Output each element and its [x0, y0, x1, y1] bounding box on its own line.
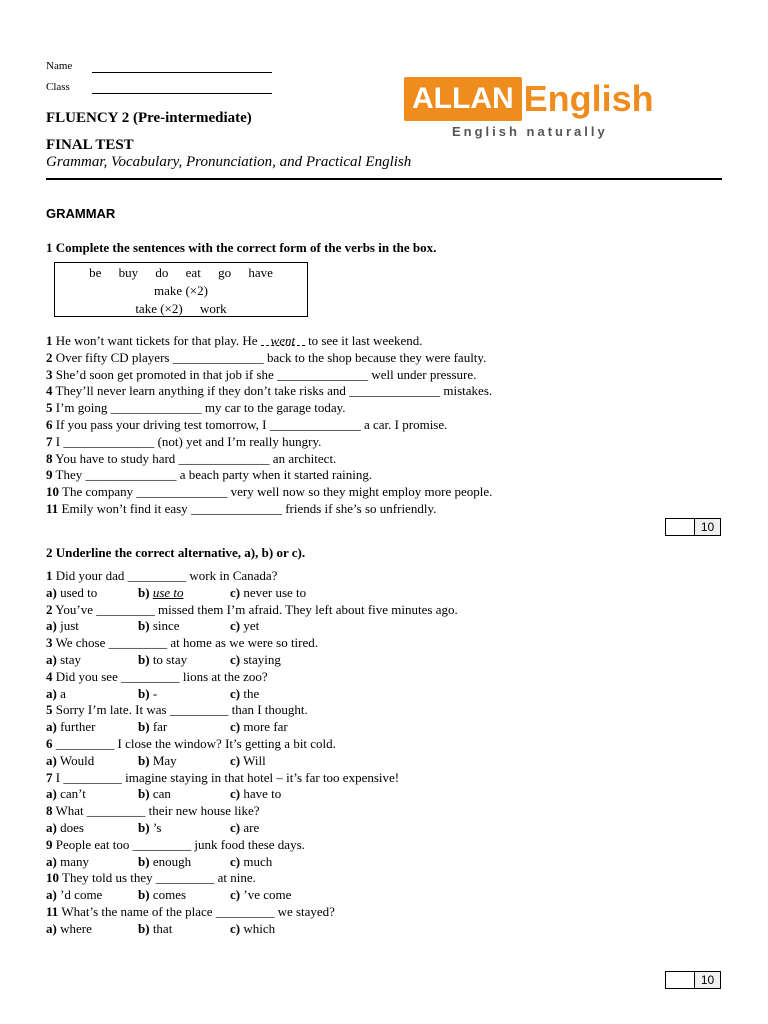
answer-blank[interactable]: went — [261, 333, 305, 346]
item-text-before: He won’t want tickets for that play. He — [55, 333, 258, 348]
option-a[interactable] — [46, 719, 138, 736]
verb-word: be — [89, 265, 102, 280]
answer-blank[interactable]: ______________ — [349, 383, 441, 399]
section-heading: GRAMMAR — [46, 206, 116, 221]
option-text: enough — [152, 853, 192, 869]
verb-word: take (×2) — [135, 301, 183, 316]
verb-word: work — [199, 301, 227, 316]
answer-blank[interactable]: _________ — [108, 635, 168, 651]
answer-blank[interactable]: ______________ — [85, 467, 177, 483]
item-number: 7 — [46, 769, 53, 785]
item-text-after: a beach party when it started raining. — [179, 467, 373, 483]
item-number: 6 — [46, 416, 53, 432]
item-text-before: You have to study hard — [55, 450, 176, 466]
item-text-before: They told us they — [62, 870, 153, 886]
option-c[interactable] — [230, 820, 259, 837]
item-text-after: lions at the zoo? — [182, 668, 268, 684]
exercise1-item — [46, 417, 736, 434]
logo-box-text: ALLAN — [404, 77, 522, 121]
exercise1-item — [46, 333, 736, 350]
verb-box — [54, 262, 308, 317]
item-text-after: we stayed? — [277, 903, 335, 919]
option-letter: b) — [138, 719, 150, 735]
exercise2-options — [46, 887, 736, 904]
option-a[interactable] — [46, 854, 138, 871]
option-text: Would — [59, 752, 95, 768]
option-letter: c) — [230, 887, 241, 903]
exercise2-options — [46, 618, 736, 635]
exercise1-item — [46, 383, 736, 400]
exercise2-question — [46, 770, 736, 787]
exercise1-instruction: 1 Complete the sentences with the correct form of the verbs in the box. — [46, 240, 437, 255]
item-text-before: Sorry I’m late. It was — [55, 702, 167, 718]
option-text: ’s — [152, 819, 162, 835]
exercise2-question — [46, 568, 736, 585]
option-text: further — [60, 719, 96, 735]
option-a[interactable] — [46, 618, 138, 635]
exercise1-list — [46, 333, 736, 518]
item-text-after: friends if she’s so unfriendly. — [285, 500, 437, 516]
exercise2-options — [46, 719, 736, 736]
name-field — [46, 60, 72, 72]
option-letter: c) — [230, 786, 241, 802]
item-number: 2 — [46, 601, 53, 617]
item-number: 1 — [46, 333, 53, 348]
item-text-after: back to the shop because they were faulty. — [266, 349, 487, 365]
option-letter: a) — [46, 584, 57, 600]
option-b[interactable] — [138, 820, 230, 837]
answer-blank[interactable]: _________ — [121, 668, 180, 684]
option-letter: a) — [46, 651, 57, 667]
item-text-after: very well now so they might employ more people. — [230, 484, 493, 500]
exercise1-item — [46, 367, 736, 384]
option-text: does — [60, 819, 84, 835]
option-a[interactable] — [46, 585, 138, 602]
option-letter: a) — [46, 920, 57, 936]
item-text-before: You’ve — [55, 601, 93, 617]
option-text: since — [152, 618, 180, 634]
exercise1-item — [46, 451, 736, 468]
item-text-before: If you pass your driving test tomorrow, I — [55, 416, 267, 432]
option-letter: a) — [46, 853, 57, 869]
item-text-after: mistakes. — [443, 383, 493, 399]
option-a[interactable] — [46, 921, 138, 938]
item-text-after: than I thought. — [231, 702, 308, 718]
name-label: Name — [46, 60, 73, 72]
option-text: a — [60, 685, 66, 701]
item-text-before: Did your dad — [55, 568, 125, 583]
exercise2-options — [46, 921, 736, 938]
item-text-after: work in Canada? — [189, 568, 278, 583]
item-number: 7 — [46, 433, 53, 449]
item-number: 9 — [46, 467, 53, 483]
item-text-before: She’d soon get promoted in that job if she — [55, 366, 274, 382]
class-label: Class — [46, 81, 70, 93]
option-letter: c) — [230, 920, 241, 936]
option-letter: c) — [230, 584, 241, 600]
option-letter: c) — [230, 685, 241, 701]
option-text: many — [60, 853, 89, 869]
item-number: 5 — [46, 400, 53, 416]
option-text: are — [243, 819, 260, 835]
option-b[interactable] — [138, 585, 230, 602]
item-text-before: What — [55, 803, 84, 819]
item-text-after: my car to the garage today. — [204, 400, 346, 416]
option-letter: b) — [138, 651, 150, 667]
option-letter: c) — [230, 618, 241, 634]
option-c[interactable] — [230, 719, 288, 736]
score-total: 10 — [695, 519, 720, 535]
exercise2-options — [46, 585, 736, 602]
score-total: 10 — [695, 972, 720, 988]
exercise2-options — [46, 686, 736, 703]
exercise1-score-box — [665, 518, 721, 536]
item-text-before: Did you see — [55, 668, 118, 684]
option-text: where — [60, 920, 92, 936]
answer-blank[interactable]: ______________ — [110, 400, 202, 416]
option-letter: a) — [46, 685, 57, 701]
item-text-after: (not) yet and I’m really hungry. — [157, 433, 322, 449]
item-number: 2 — [46, 349, 53, 365]
verb-word: have — [248, 265, 273, 280]
option-a[interactable] — [46, 686, 138, 703]
verb-box-row3 — [55, 300, 307, 318]
header-rule — [46, 178, 722, 180]
verb-box-row2: make (×2) — [154, 283, 208, 298]
option-c[interactable] — [230, 786, 281, 803]
answer-blank[interactable]: ______________ — [63, 433, 155, 449]
item-text-after: imagine staying in that hotel – it’s far too expensive! — [125, 769, 400, 785]
option-text: the — [243, 685, 260, 701]
option-a[interactable] — [46, 820, 138, 837]
option-letter: a) — [46, 887, 57, 903]
item-number: 11 — [46, 500, 59, 516]
class-input-line[interactable] — [92, 83, 272, 94]
exercise2-question — [46, 736, 736, 753]
option-c[interactable] — [230, 887, 291, 904]
option-letter: c) — [230, 651, 241, 667]
item-text-before: I — [55, 433, 61, 449]
exercise2-question — [46, 870, 736, 887]
item-text-after: an architect. — [272, 450, 337, 466]
allan-english-logo — [404, 77, 654, 121]
item-number: 10 — [46, 870, 59, 886]
exercise2-score-box — [665, 971, 721, 989]
option-text: staying — [243, 651, 281, 667]
option-letter: b) — [138, 853, 150, 869]
option-letter: a) — [46, 719, 57, 735]
option-b[interactable] — [138, 686, 230, 703]
option-letter: c) — [230, 853, 241, 869]
item-number: 8 — [46, 803, 53, 819]
option-letter: b) — [138, 618, 150, 634]
option-letter: c) — [230, 819, 241, 835]
exercise2-question — [46, 602, 736, 619]
option-c[interactable] — [230, 618, 259, 635]
item-text-after: to see it last weekend. — [308, 333, 423, 348]
option-a[interactable] — [46, 786, 138, 803]
item-number: 5 — [46, 702, 53, 718]
exercise1-item — [46, 484, 736, 501]
option-text: much — [243, 853, 273, 869]
option-letter: a) — [46, 618, 57, 634]
exercise1-item — [46, 350, 736, 367]
answer-blank[interactable]: ______________ — [190, 500, 282, 516]
exercise2-list — [46, 568, 736, 938]
answer-blank[interactable]: ______________ — [178, 450, 270, 466]
option-letter: a) — [46, 819, 57, 835]
score-entry[interactable] — [666, 519, 695, 535]
option-letter: b) — [138, 752, 150, 768]
option-text: to stay — [152, 651, 188, 667]
option-text: ’ve come — [243, 887, 292, 903]
item-number: 10 — [46, 484, 59, 500]
option-letter: b) — [138, 685, 150, 701]
item-text-before: I — [55, 769, 61, 785]
exercise2-question — [46, 669, 736, 686]
answer-blank[interactable]: _________ — [63, 769, 122, 785]
option-c[interactable] — [230, 686, 259, 703]
option-b[interactable] — [138, 719, 230, 736]
answer-blank[interactable]: _________ — [86, 803, 146, 819]
exercise2-options — [46, 753, 736, 770]
option-a[interactable] — [46, 652, 138, 669]
option-text: used to — [60, 584, 98, 600]
option-c[interactable] — [230, 585, 306, 602]
option-b[interactable] — [138, 652, 230, 669]
logo-tagline: English naturally — [452, 124, 608, 139]
verb-word: buy — [118, 265, 139, 280]
answer-blank[interactable]: ______________ — [269, 416, 361, 432]
item-text-before: I’m going — [55, 400, 108, 416]
level-title: FLUENCY 2 (Pre-intermediate) — [46, 110, 252, 126]
item-text-before: What’s the name of the place — [61, 903, 213, 919]
item-text-after: missed them I’m afraid. They left about five minutes ago. — [157, 601, 458, 617]
exercise2-question — [46, 702, 736, 719]
class-field — [46, 81, 70, 93]
answer-blank[interactable]: _________ — [169, 702, 229, 718]
item-text-before: They’ll never learn anything if they don’t take risks and — [55, 383, 346, 399]
option-text: that — [152, 920, 173, 936]
item-number: 3 — [46, 635, 53, 651]
option-text: Will — [243, 752, 266, 768]
exercise2-instruction: 2 Underline the correct alternative, a), b) or c). — [46, 545, 306, 560]
option-text: just — [60, 618, 79, 634]
option-text: May — [152, 752, 177, 768]
option-letter: b) — [138, 584, 150, 600]
score-entry[interactable] — [666, 972, 695, 988]
option-b[interactable] — [138, 786, 230, 803]
answer-blank[interactable]: _________ — [215, 903, 275, 919]
exercise1-item — [46, 501, 736, 518]
option-text: - — [152, 685, 158, 701]
option-c[interactable] — [230, 854, 272, 871]
item-number: 1 — [46, 568, 53, 583]
answer-blank[interactable]: _________ — [155, 870, 215, 886]
option-letter: a) — [46, 752, 57, 768]
option-b[interactable] — [138, 753, 230, 770]
option-c[interactable] — [230, 921, 275, 938]
test-title: FINAL TEST — [46, 137, 134, 153]
answer-blank[interactable]: ______________ — [172, 349, 264, 365]
exercise2-options — [46, 820, 736, 837]
item-text-before: We chose — [55, 635, 106, 651]
option-letter: c) — [230, 752, 241, 768]
answer-blank[interactable]: _________ — [127, 568, 187, 583]
item-text-before: Emily won’t find it easy — [61, 500, 188, 516]
answer-blank[interactable]: _________ — [132, 836, 192, 852]
option-text: never use to — [243, 584, 307, 600]
option-text: which — [243, 920, 276, 936]
option-b[interactable] — [138, 921, 230, 938]
exercise2-question — [46, 803, 736, 820]
exercise1-item — [46, 467, 736, 484]
option-text: far — [152, 719, 168, 735]
item-number: 6 — [46, 735, 53, 751]
option-letter: a) — [46, 786, 57, 802]
item-number: 3 — [46, 366, 53, 382]
option-b[interactable] — [138, 618, 230, 635]
answer-blank[interactable]: ______________ — [136, 484, 228, 500]
option-text: more far — [243, 719, 288, 735]
option-text: can’t — [60, 786, 86, 802]
exercise2-options — [46, 652, 736, 669]
option-text: yet — [243, 618, 260, 634]
exercise2-question — [46, 635, 736, 652]
item-text-before: The company — [62, 484, 134, 500]
option-b[interactable] — [138, 854, 230, 871]
option-letter: b) — [138, 920, 150, 936]
exercise2-options — [46, 786, 736, 803]
option-text: have to — [243, 786, 282, 802]
option-text: can — [152, 786, 171, 802]
option-text: comes — [152, 887, 187, 903]
item-number: 4 — [46, 383, 53, 399]
item-text-before: People eat too — [55, 836, 130, 852]
item-text-after: at home as we were so tired. — [170, 635, 319, 651]
item-text-after: at nine. — [217, 870, 256, 886]
verb-word: eat — [185, 265, 201, 280]
item-text-after: well under pressure. — [371, 366, 477, 382]
option-text: ’d come — [60, 887, 103, 903]
verb-word: go — [218, 265, 232, 280]
logo-english-text: English — [523, 78, 654, 119]
item-number: 4 — [46, 668, 53, 684]
option-letter: b) — [138, 819, 150, 835]
verb-box-row1 — [55, 264, 307, 282]
exercise2-question — [46, 904, 736, 921]
option-c[interactable] — [230, 652, 281, 669]
test-subtitle: Grammar, Vocabulary, Pronunciation, and Practical English — [46, 154, 412, 170]
item-text-after: I close the window? It’s getting a bit cold. — [117, 735, 336, 751]
item-text-after: a car. I promise. — [364, 416, 448, 432]
name-input-line[interactable] — [92, 62, 272, 73]
option-letter: c) — [230, 719, 241, 735]
option-c[interactable] — [230, 753, 266, 770]
verb-word: do — [155, 265, 169, 280]
item-number: 11 — [46, 903, 59, 919]
option-a[interactable] — [46, 753, 138, 770]
item-text-before: Over fifty CD players — [55, 349, 170, 365]
option-b[interactable] — [138, 887, 230, 904]
item-text-after: junk food these days. — [194, 836, 305, 852]
exercise2-options — [46, 854, 736, 871]
answer-blank[interactable]: ______________ — [277, 366, 369, 382]
item-number: 8 — [46, 450, 53, 466]
answer-blank[interactable]: _________ — [96, 601, 155, 617]
option-letter: b) — [138, 887, 150, 903]
exercise1-item — [46, 400, 736, 417]
answer-blank[interactable]: _________ — [55, 735, 115, 751]
item-text-after: their new house like? — [148, 803, 260, 819]
exercise1-item — [46, 434, 736, 451]
item-text-before: They — [55, 467, 83, 483]
option-letter: b) — [138, 786, 150, 802]
item-number: 9 — [46, 836, 53, 852]
option-text: stay — [60, 651, 82, 667]
option-text: use to — [152, 584, 184, 600]
option-a[interactable] — [46, 887, 138, 904]
exercise2-question — [46, 837, 736, 854]
